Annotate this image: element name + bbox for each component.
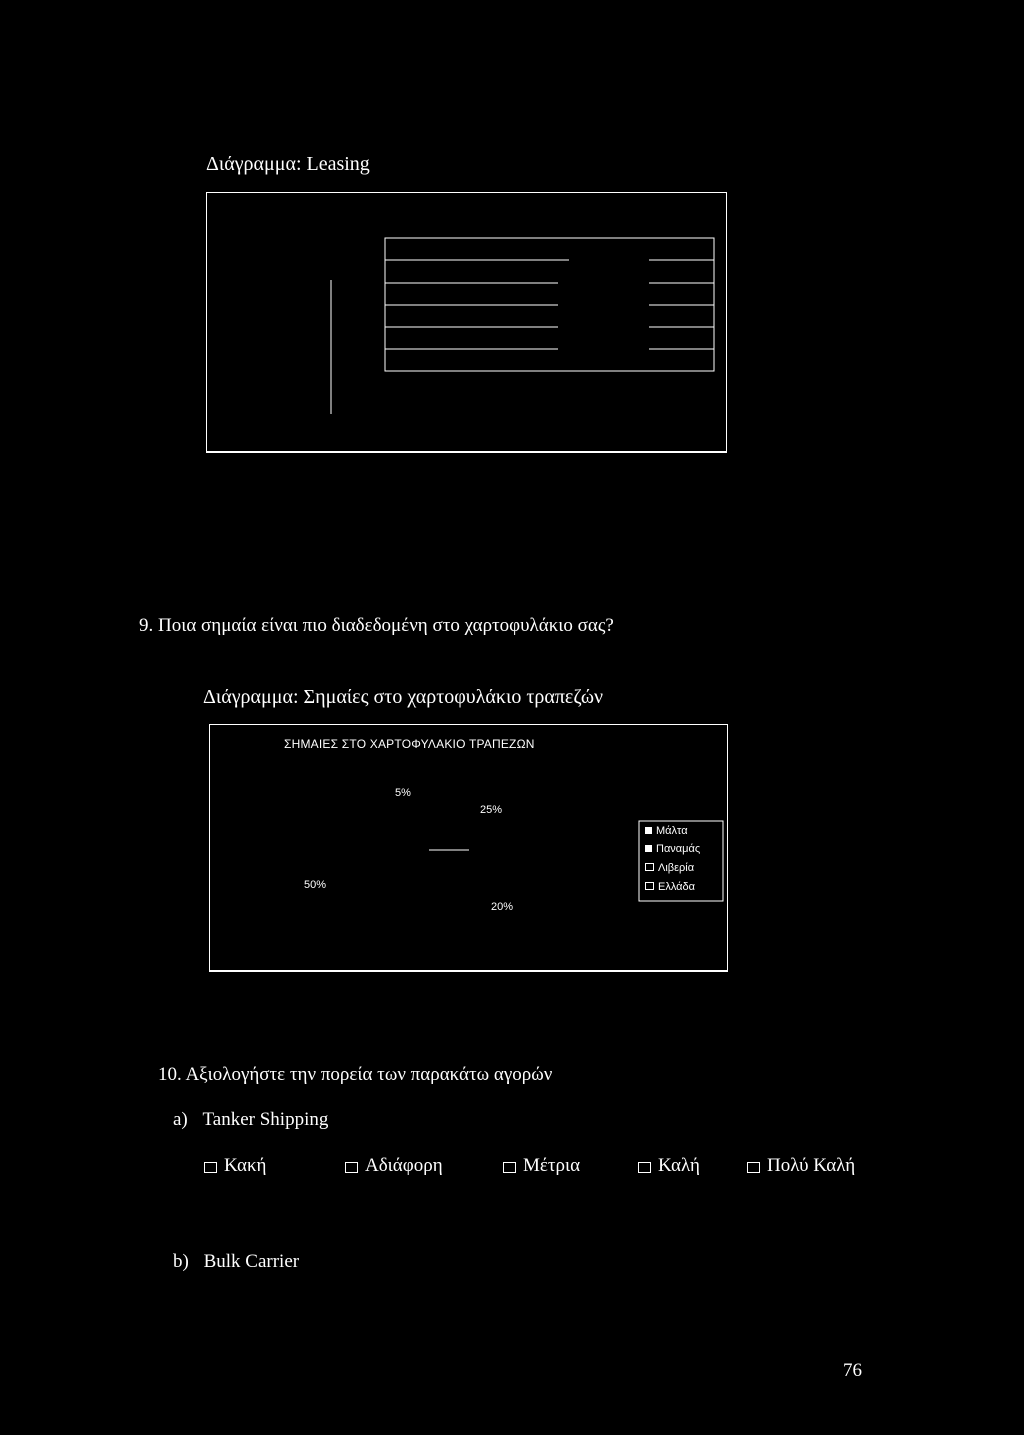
- pie-label-malta: 25%: [480, 804, 503, 816]
- legend-item-panamas: Παναμάς: [645, 843, 700, 855]
- market-a-text: Tanker Shipping: [202, 1109, 329, 1130]
- checkbox-icon[interactable]: [345, 1162, 358, 1173]
- market-b: [173, 1251, 299, 1273]
- pie-chart-title: ΣΗΜΑΙΕΣ ΣΤΟ ΧΑΡΤΟΦΥΛΑΚΙΟ ΤΡΑΠΕΖΩΝ: [284, 737, 535, 751]
- rating-option-kalh[interactable]: Καλή: [638, 1155, 700, 1177]
- market-a: [173, 1109, 328, 1131]
- legend-marker-hollow: [645, 882, 654, 890]
- checkbox-icon[interactable]: [747, 1162, 760, 1173]
- leasing-diagram-title: Διάγραμμα: Leasing: [206, 153, 370, 175]
- checkbox-icon[interactable]: [503, 1162, 516, 1173]
- flags-pie-chart: [209, 724, 728, 972]
- question-9: 9. Ποια σημαία είναι πιο διαδεδομένη στο χαρτοφυλάκιο σας?: [139, 615, 614, 636]
- legend-marker-filled: [645, 827, 652, 834]
- legend-item-ellada: Ελλάδα: [645, 881, 695, 893]
- rating-option-kakh[interactable]: Κακή: [204, 1155, 266, 1177]
- leasing-chart-frame: [206, 192, 727, 453]
- legend-marker-hollow: [645, 863, 654, 871]
- rating-option-poly-kalh[interactable]: Πολύ Καλή: [747, 1155, 855, 1177]
- market-b-label: b): [173, 1251, 189, 1272]
- legend-item-malta: Μάλτα: [645, 825, 688, 837]
- market-b-text: Bulk Carrier: [203, 1251, 300, 1272]
- checkbox-icon[interactable]: [204, 1162, 217, 1173]
- rating-option-adiaforh[interactable]: Αδιάφορη: [345, 1155, 443, 1177]
- market-a-label: a): [173, 1109, 188, 1130]
- rating-option-metria[interactable]: Μέτρια: [503, 1155, 580, 1177]
- pie-label-ellada: 5%: [395, 787, 411, 799]
- pie-label-liveria: 50%: [304, 879, 327, 891]
- checkbox-icon[interactable]: [638, 1162, 651, 1173]
- flags-diagram-title: Διάγραμμα: Σημαίες στο χαρτοφυλάκιο τραπεζών: [203, 686, 604, 708]
- page-number: 76: [843, 1360, 862, 1381]
- pie-label-panamas: 20%: [491, 901, 514, 913]
- legend-item-liveria: Λιβερία: [645, 862, 694, 874]
- question-10: 10. Αξιολογήστε την πορεία των παρακάτω αγορών: [158, 1064, 553, 1085]
- legend-marker-filled: [645, 845, 652, 852]
